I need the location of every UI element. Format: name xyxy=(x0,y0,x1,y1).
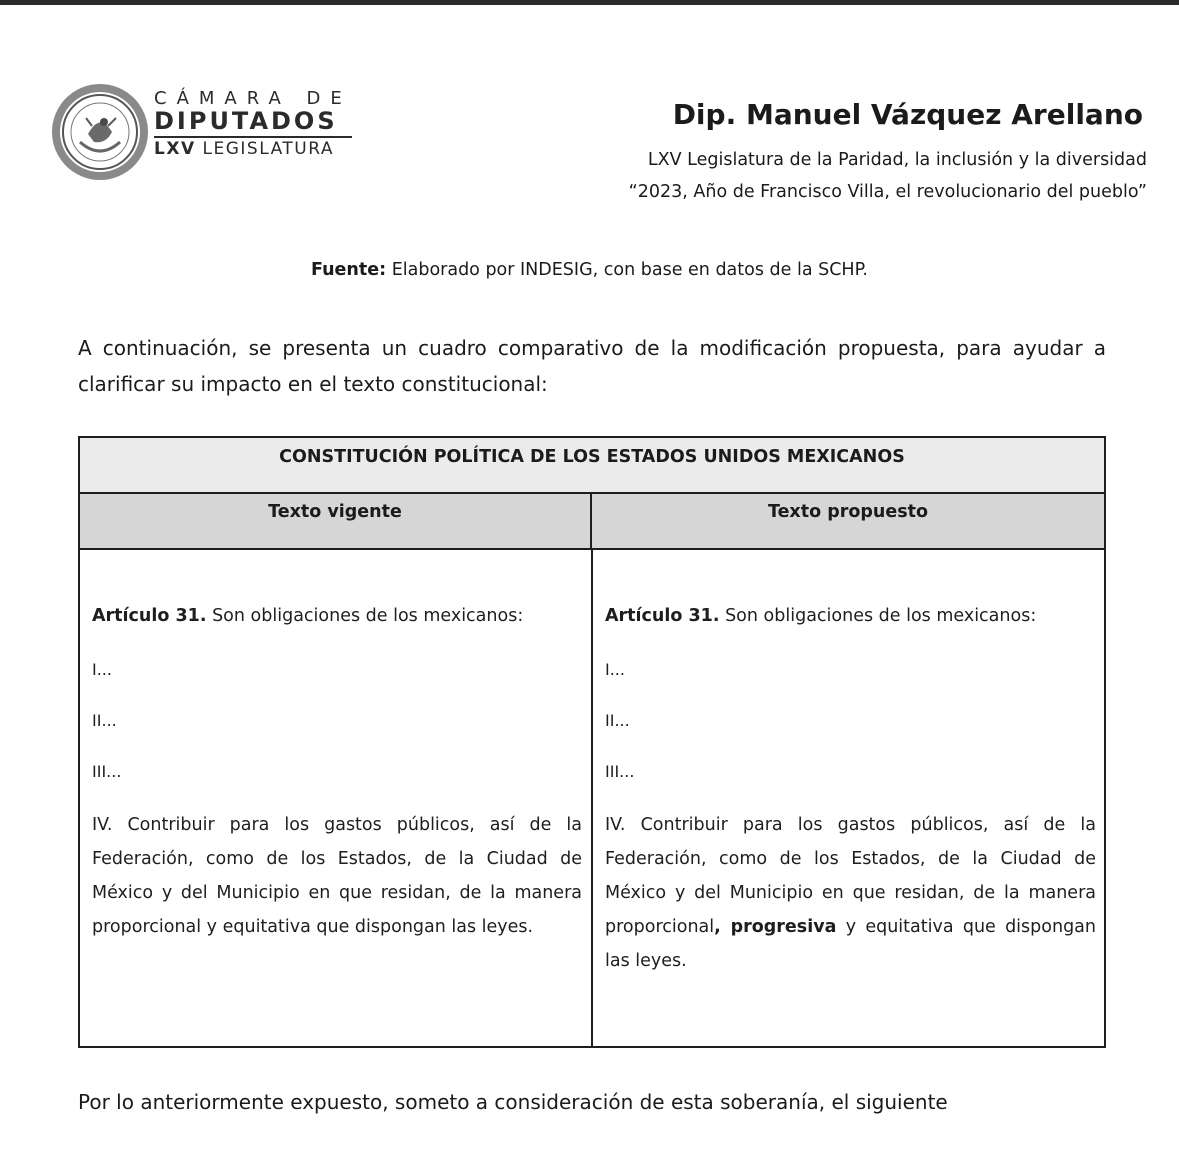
fraction-iii: III... xyxy=(92,762,122,781)
article-intro: Son obligaciones de los mexicanos: xyxy=(725,606,1037,626)
article-number: Artículo 31. xyxy=(92,606,207,626)
fraction-ii: II... xyxy=(605,711,630,730)
camara-de-diputados-logo xyxy=(50,80,370,190)
column-header-current-text: Texto vigente xyxy=(80,494,592,550)
fraction-iii: III... xyxy=(605,762,635,781)
fraction-i: I... xyxy=(605,660,625,679)
source-note xyxy=(0,260,1179,280)
header-subtitle-legislature: LXV Legislatura de la Paridad, la inclusión y la diversidad xyxy=(647,150,1147,170)
fraction-iv-text: IV. Contribuir para los gastos públicos, así de la Federación, como de los Estados, de la Ciudad de México y del Municipio en que residan, de la manera proporcional xyxy=(605,815,1096,937)
article-heading xyxy=(605,606,1036,626)
comparison-table xyxy=(78,436,1106,1048)
logo-text xyxy=(154,90,364,160)
logo-camara-de: CÁMARA DE xyxy=(154,88,352,109)
fraction-i: I... xyxy=(92,660,112,679)
added-word-progresiva: , progresiva xyxy=(714,917,837,937)
logo-legislatura-word: LEGISLATURA xyxy=(202,139,334,159)
column-divider xyxy=(591,550,593,1046)
intro-paragraph: A continuación, se presenta un cuadro comparativo de la modificación propuesta, para ayudar a clarificar su impacto en el texto constitucional: xyxy=(78,336,1106,396)
column-header-proposed-text: Texto propuesto xyxy=(592,494,1104,550)
header-subtitle-year: “2023, Año de Francisco Villa, el revolucionario del pueblo” xyxy=(628,182,1147,202)
national-seal-icon xyxy=(50,82,150,182)
article-number: Artículo 31. xyxy=(605,606,720,626)
top-edge-bar xyxy=(0,0,1179,5)
article-intro: Son obligaciones de los mexicanos: xyxy=(212,606,524,626)
logo-diputados: DIPUTADOS xyxy=(154,107,338,135)
fraction-iv: IV. Contribuir para los gastos públicos, así de la Federación, como de los Estados, de la Ciudad de México y del Municipio en que residan, de la manera proporcional y equitativa que dispongan las leyes. xyxy=(92,815,582,937)
article-heading xyxy=(92,606,523,626)
source-text: Elaborado por INDESIG, con base en datos de la SCHP. xyxy=(391,260,868,280)
table-title: CONSTITUCIÓN POLÍTICA DE LOS ESTADOS UNIDOS MEXICANOS xyxy=(80,438,1104,494)
closing-paragraph: Por lo anteriormente expuesto, someto a consideración de esta soberanía, el siguiente xyxy=(78,1090,948,1114)
source-label: Fuente: xyxy=(311,260,387,280)
logo-legislatura xyxy=(154,138,364,160)
fraction-ii: II... xyxy=(92,711,117,730)
deputy-name: Dip. Manuel Vázquez Arellano xyxy=(672,98,1143,131)
logo-lxv: LXV xyxy=(154,139,196,159)
fraction-iv xyxy=(605,808,1096,978)
fraction-iv-ending: y equitativa que dispongan las leyes. xyxy=(605,917,1096,971)
